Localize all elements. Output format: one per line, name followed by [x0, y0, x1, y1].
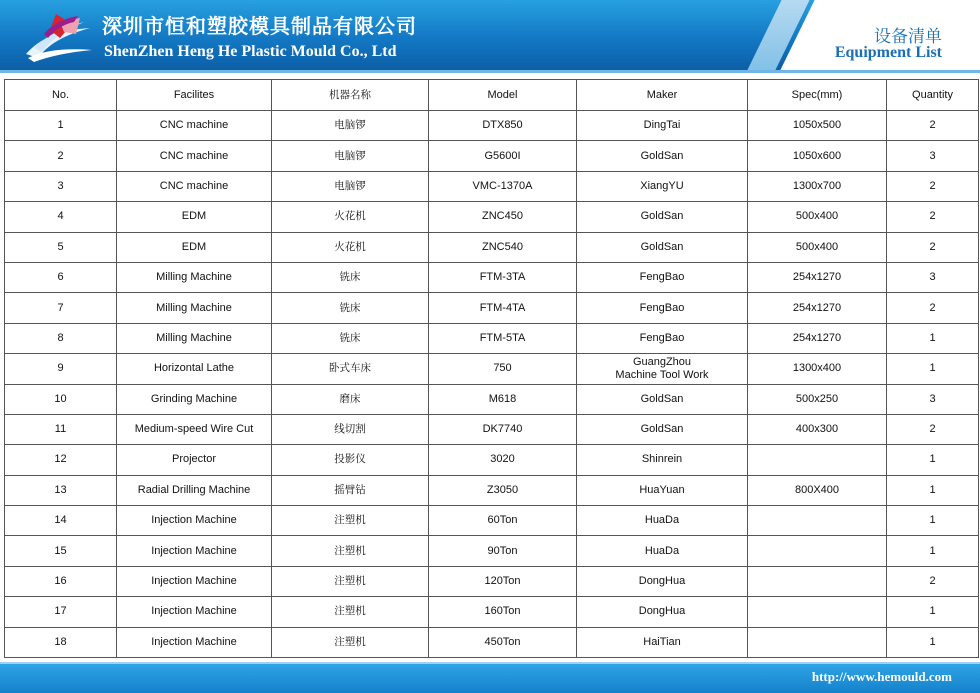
cell-quantity: 2: [887, 111, 979, 141]
cell-model: VMC-1370A: [429, 171, 577, 201]
cell-maker: HuaDa: [577, 506, 748, 536]
table-row: [5, 597, 979, 627]
cell-quantity: 3: [887, 141, 979, 171]
website-link[interactable]: http://www.hemould.com: [811, 669, 952, 684]
cell-no: 18: [5, 627, 117, 657]
cell-model: 160Ton: [429, 597, 577, 627]
cell-maker: HuaDa: [577, 536, 748, 566]
header-maker: Maker: [577, 80, 748, 111]
cell-machine-name-cn: 注塑机: [272, 566, 429, 596]
cell-spec: [748, 627, 887, 657]
cell-maker: XiangYU: [577, 171, 748, 201]
cell-machine-name-cn: 注塑机: [272, 597, 429, 627]
cell-facility: Injection Machine: [117, 566, 272, 596]
cell-model: FTM-4TA: [429, 293, 577, 323]
cell-model: G5600I: [429, 141, 577, 171]
table-row: [5, 536, 979, 566]
cell-no: 9: [5, 354, 117, 384]
cell-model: M618: [429, 384, 577, 414]
cell-quantity: 1: [887, 354, 979, 384]
cell-machine-name-cn: 电脑锣: [272, 171, 429, 201]
table-header-row: [5, 80, 979, 111]
cell-spec: [748, 597, 887, 627]
cell-model: 3020: [429, 445, 577, 475]
cell-no: 13: [5, 475, 117, 505]
cell-spec: 1300x700: [748, 171, 887, 201]
header-quantity: Quantity: [887, 80, 979, 111]
cell-facility: Injection Machine: [117, 536, 272, 566]
cell-quantity: 1: [887, 536, 979, 566]
cell-machine-name-cn: 火花机: [272, 202, 429, 232]
cell-no: 4: [5, 202, 117, 232]
cell-spec: 500x400: [748, 202, 887, 232]
cell-model: FTM-5TA: [429, 323, 577, 353]
cell-maker: FengBao: [577, 323, 748, 353]
cell-model: 90Ton: [429, 536, 577, 566]
company-name-en: ShenZhen Heng He Plastic Mould Co., Ltd: [104, 43, 397, 60]
table-row: [5, 384, 979, 414]
cell-facility: Milling Machine: [117, 293, 272, 323]
cell-facility: CNC machine: [117, 171, 272, 201]
cell-spec: 500x400: [748, 232, 887, 262]
cell-no: 17: [5, 597, 117, 627]
cell-spec: 500x250: [748, 384, 887, 414]
cell-machine-name-cn: 铣床: [272, 323, 429, 353]
cell-model: 750: [429, 354, 577, 384]
cell-no: 7: [5, 293, 117, 323]
cell-no: 11: [5, 414, 117, 444]
cell-no: 14: [5, 506, 117, 536]
cell-machine-name-cn: 注塑机: [272, 536, 429, 566]
cell-quantity: 1: [887, 627, 979, 657]
cell-maker: DingTai: [577, 111, 748, 141]
cell-facility: Milling Machine: [117, 262, 272, 292]
cell-spec: 254x1270: [748, 293, 887, 323]
cell-machine-name-cn: 火花机: [272, 232, 429, 262]
cell-maker: DongHua: [577, 566, 748, 596]
cell-maker: HuaYuan: [577, 475, 748, 505]
cell-spec: 254x1270: [748, 323, 887, 353]
cell-machine-name-cn: 磨床: [272, 384, 429, 414]
cell-quantity: 1: [887, 323, 979, 353]
cell-no: 1: [5, 111, 117, 141]
cell-maker: GoldSan: [577, 141, 748, 171]
cell-machine-name-cn: 注塑机: [272, 627, 429, 657]
cell-no: 10: [5, 384, 117, 414]
table-row: [5, 202, 979, 232]
cell-quantity: 1: [887, 475, 979, 505]
cell-maker: GoldSan: [577, 232, 748, 262]
cell-maker: Shinrein: [577, 445, 748, 475]
cell-facility: Injection Machine: [117, 506, 272, 536]
table-row: [5, 627, 979, 657]
cell-quantity: 1: [887, 597, 979, 627]
cell-facility: Grinding Machine: [117, 384, 272, 414]
cell-no: 2: [5, 141, 117, 171]
table-row: [5, 171, 979, 201]
cell-model: ZNC540: [429, 232, 577, 262]
table-row: [5, 445, 979, 475]
table-row: [5, 293, 979, 323]
cell-quantity: 2: [887, 293, 979, 323]
cell-spec: 1050x600: [748, 141, 887, 171]
cell-model: Z3050: [429, 475, 577, 505]
cell-facility: Radial Drilling Machine: [117, 475, 272, 505]
cell-machine-name-cn: 铣床: [272, 293, 429, 323]
cell-model: FTM-3TA: [429, 262, 577, 292]
cell-model: DK7740: [429, 414, 577, 444]
header-no: No.: [5, 80, 117, 111]
cell-maker: FengBao: [577, 293, 748, 323]
cell-facility: Milling Machine: [117, 323, 272, 353]
cell-facility: Projector: [117, 445, 272, 475]
cell-maker: GoldSan: [577, 414, 748, 444]
cell-machine-name-cn: 卧式车床: [272, 354, 429, 384]
cell-no: 8: [5, 323, 117, 353]
cell-spec: [748, 566, 887, 596]
cell-spec: 1300x400: [748, 354, 887, 384]
header-facilities: Facilites: [117, 80, 272, 111]
cell-quantity: 3: [887, 262, 979, 292]
cell-facility: CNC machine: [117, 141, 272, 171]
cell-maker: HaiTian: [577, 627, 748, 657]
cell-facility: Injection Machine: [117, 627, 272, 657]
table-row: [5, 232, 979, 262]
equipment-table: [4, 79, 979, 658]
cell-maker: GoldSan: [577, 202, 748, 232]
cell-no: 12: [5, 445, 117, 475]
cell-maker: GuangZhou Machine Tool Work: [577, 354, 748, 384]
cell-quantity: 3: [887, 384, 979, 414]
cell-machine-name-cn: 投影仪: [272, 445, 429, 475]
cell-quantity: 1: [887, 445, 979, 475]
cell-quantity: 2: [887, 414, 979, 444]
cell-spec: [748, 506, 887, 536]
cell-facility: CNC machine: [117, 111, 272, 141]
header-machine-name-cn: 机器名称: [272, 80, 429, 111]
cell-model: DTX850: [429, 111, 577, 141]
table-row: [5, 262, 979, 292]
table-row: [5, 506, 979, 536]
cell-machine-name-cn: 线切割: [272, 414, 429, 444]
cell-facility: Medium-speed Wire Cut: [117, 414, 272, 444]
cell-no: 5: [5, 232, 117, 262]
cell-facility: Horizontal Lathe: [117, 354, 272, 384]
cell-model: 120Ton: [429, 566, 577, 596]
cell-quantity: 2: [887, 232, 979, 262]
cell-spec: [748, 536, 887, 566]
header-model: Model: [429, 80, 577, 111]
document-title-en: Equipment List: [834, 44, 942, 61]
cell-quantity: 2: [887, 202, 979, 232]
cell-facility: EDM: [117, 232, 272, 262]
company-name-cn: 深圳市恒和塑胶模具制品有限公司: [102, 14, 417, 38]
cell-maker: GoldSan: [577, 384, 748, 414]
cell-quantity: 2: [887, 171, 979, 201]
cell-spec: 1050x500: [748, 111, 887, 141]
cell-facility: Injection Machine: [117, 597, 272, 627]
cell-model: 450Ton: [429, 627, 577, 657]
table-row: [5, 111, 979, 141]
cell-no: 6: [5, 262, 117, 292]
table-row: [5, 323, 979, 353]
cell-machine-name-cn: 电脑锣: [272, 111, 429, 141]
header-underline: [0, 70, 980, 73]
cell-no: 16: [5, 566, 117, 596]
cell-spec: 254x1270: [748, 262, 887, 292]
cell-maker: DongHua: [577, 597, 748, 627]
cell-machine-name-cn: 摇臂钻: [272, 475, 429, 505]
cell-spec: 800X400: [748, 475, 887, 505]
header-spec: Spec(mm): [748, 80, 887, 111]
cell-model: ZNC450: [429, 202, 577, 232]
company-logo-icon: [20, 8, 98, 64]
cell-quantity: 1: [887, 506, 979, 536]
table-row: [5, 566, 979, 596]
cell-machine-name-cn: 注塑机: [272, 506, 429, 536]
cell-quantity: 2: [887, 566, 979, 596]
cell-maker: FengBao: [577, 262, 748, 292]
table-row: [5, 414, 979, 444]
document-title-cn: 设备清单: [874, 27, 942, 47]
cell-machine-name-cn: 铣床: [272, 262, 429, 292]
cell-no: 15: [5, 536, 117, 566]
cell-model: 60Ton: [429, 506, 577, 536]
equipment-table-container: [4, 79, 978, 658]
cell-no: 3: [5, 171, 117, 201]
cell-machine-name-cn: 电脑锣: [272, 141, 429, 171]
table-row: [5, 354, 979, 384]
table-row: [5, 141, 979, 171]
cell-spec: 400x300: [748, 414, 887, 444]
cell-facility: EDM: [117, 202, 272, 232]
table-row: [5, 475, 979, 505]
header-banner: [0, 0, 980, 70]
cell-spec: [748, 445, 887, 475]
